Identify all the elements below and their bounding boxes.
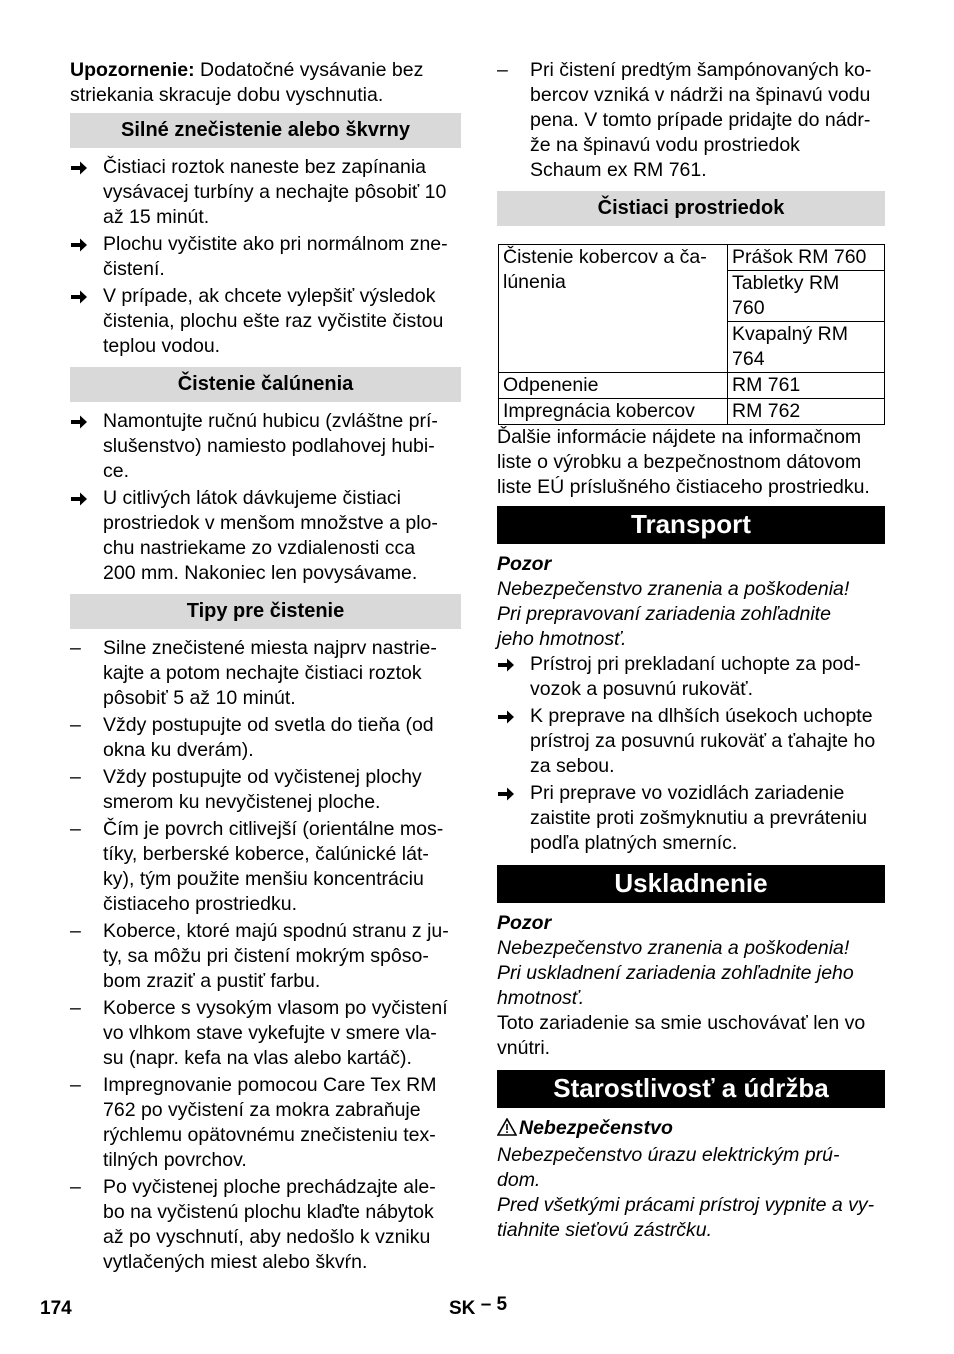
list-item: Prístroj pri prekladaní uchopte za pod- vozok a posuvnú rukoväť. <box>497 652 885 702</box>
list-item: – Po vyčistenej ploche prechádzajte ale- bo na vyčistenú plochu klaďte nábytok až po vyschnutí, aby nedošlo k vzniku vytlačených miest alebo škvŕn. <box>70 1176 436 1273</box>
upholstery-list <box>70 409 461 586</box>
arrow-right-icon <box>497 704 525 732</box>
arrow-right-icon <box>70 284 98 312</box>
section-heading-tips: Tipy pre čistenie <box>70 594 461 629</box>
footer-section: SK – 5 <box>449 1294 508 1319</box>
note-label: Upozornenie: <box>70 59 195 81</box>
list-item: – Pri čistení predtým šampónovaných ko- bercov vzniká v nádrži na špinavú vodu pena. V tomto prípade pridajte do nádr- že na špinavú vodu prostriedok Schaum ex RM 761. <box>497 59 872 181</box>
section-heading-heavy-soiling: Silné znečistenie alebo škvrny <box>70 113 461 148</box>
dash-bullet-icon: – <box>70 766 81 788</box>
arrow-right-icon <box>70 409 98 437</box>
list-item: – Koberce, ktoré majú spodnú stranu z ju- ty, sa môžu pri čistení mokrým spôso- bom zraziť a pustiť farbu. <box>70 920 449 992</box>
table-cell-product: Kvapalný RM 764 <box>728 322 885 373</box>
caution-text: Nebezpečenstvo zranenia a poškodenia! Pri uskladnení zariadenia zohľadnite jeho hmotnosť. <box>497 937 854 1009</box>
table-cell-product: Prášok RM 760 <box>728 245 885 271</box>
list-item: – Koberce s vysokým vlasom po vyčistení vo vlhkom stave vykefujte v smere vla- su (napr. kefa na vlas alebo kartáč). <box>70 997 448 1069</box>
dash-bullet-icon: – <box>70 920 81 942</box>
list-item: Pri preprave vo vozidlách zariadenie zaistite proti zošmyknutiu a prevráteniu podľa platných smerníc. <box>497 781 885 856</box>
dash-bullet-icon: – <box>70 1074 81 1096</box>
arrow-right-icon <box>70 486 98 514</box>
heavy-soiling-list <box>70 155 461 359</box>
dash-bullet-icon: – <box>70 637 81 659</box>
storage-text: Toto zariadenie sa smie uschovávať len vo vnútri. <box>497 1012 866 1059</box>
list-item: Plochu vyčistite ako pri normálnom zne- čistení. <box>70 232 461 282</box>
list-item: Čistiaci roztok naneste bez zapínania vysávacej turbíny a nechajte pôsobiť 10 až 15 minút. <box>70 155 461 230</box>
list-item: – Vždy postupujte od svetla do tieňa (od okna ku dverám). <box>70 714 434 761</box>
dash-bullet-icon: – <box>70 997 81 1019</box>
arrow-right-icon <box>497 781 525 809</box>
list-item: – Čím je povrch citlivejší (orientálne mos- tíky, berberské koberce, čalúnické lát- ky), tým použite menšiu koncentráciu čistiaceho prostriedku. <box>70 818 444 915</box>
left-column <box>70 58 461 1275</box>
foam-note-item <box>497 58 885 183</box>
transport-list <box>497 652 885 856</box>
dash-bullet-icon: – <box>70 1176 81 1198</box>
list-item: K preprave na dlhších úsekoch uchopte prístroj za posuvnú rukoväť a ťahajte ho za sebou. <box>497 704 885 779</box>
section-heading-cleaning-agent: Čistiaci prostriedok <box>497 191 885 226</box>
caution-label: Pozor <box>497 553 552 575</box>
section-heading-care-maintenance: Starostlivosť a údržba <box>497 1070 885 1108</box>
danger-heading <box>497 1116 885 1143</box>
cleaning-agent-table <box>498 244 885 425</box>
dash-bullet-icon: – <box>70 818 81 840</box>
page-number: 174 <box>40 1298 72 1319</box>
arrow-right-icon <box>497 652 525 680</box>
right-column <box>497 58 885 1243</box>
note-text: Dodatočné vysávanie bez <box>200 59 424 81</box>
arrow-right-icon <box>70 155 98 183</box>
table-cell-label: Čistenie kobercov a ča- lúnenia <box>499 245 728 373</box>
section-heading-upholstery: Čistenie čalúnenia <box>70 367 461 402</box>
dash-bullet-icon: – <box>70 714 81 736</box>
list-item: U citlivých látok dávkujeme čistiaci prostriedok v menšom množstve a plo- chu nastriekame zo vzdialenosti cca 200 mm. Nakoniec len povysávame. <box>70 486 461 586</box>
table-cell-label: Odpenenie <box>499 373 728 399</box>
tips-list <box>70 636 461 1275</box>
warning-triangle-icon <box>497 1118 519 1143</box>
section-heading-storage: Uskladnenie <box>497 865 885 903</box>
list-item: – Impregnovanie pomocou Care Tex RM 762 po vyčistení za mokra zabraňuje rýchlemu opätovnému znečisteniu tex- tilných povrchov. <box>70 1074 437 1171</box>
note-paragraph <box>70 58 461 108</box>
caution-text: Nebezpečenstvo zranenia a poškodenia! Pri prepravovaní zariadenia zohľadnite jeho hmotnosť. <box>497 578 850 650</box>
list-item: – Silne znečistené miesta najprv nastrie- kajte a potom nechajte čistiaci roztok pôsobiť 5 až 10 minút. <box>70 637 437 709</box>
list-item: Namontujte ručnú hubicu (zvláštne prí- slušenstvo) namiesto podlahovej hubi- ce. <box>70 409 461 484</box>
dash-bullet-icon: – <box>497 59 508 81</box>
table-cell-product: Tabletky RM 760 <box>728 271 885 322</box>
table-row <box>499 399 885 425</box>
table-cell-product: RM 761 <box>728 373 885 399</box>
section-heading-transport: Transport <box>497 506 885 544</box>
arrow-right-icon <box>70 232 98 260</box>
table-cell-product: RM 762 <box>728 399 885 425</box>
list-item: V prípade, ak chcete vylepšiť výsledok čistenia, plochu ešte raz vyčistite čistou teplou vodou. <box>70 284 461 359</box>
danger-text: Nebezpečenstvo úrazu elektrickým prú- dom. Pred všetkými prácami prístroj vypnite a vy- tiahnite sieťovú zástrčku. <box>497 1144 875 1241</box>
table-row <box>499 245 885 271</box>
table-cell-label: Impregnácia kobercov <box>499 399 728 425</box>
list-item: – Vždy postupujte od vyčistenej plochy smerom ku nevyčistenej ploche. <box>70 766 422 813</box>
caution-label: Pozor <box>497 912 552 934</box>
table-row <box>499 373 885 399</box>
danger-label: Nebezpečenstvo <box>519 1117 673 1139</box>
info-paragraph: Ďalšie informácie nájdete na informačnom liste o výrobku a bezpečnostnom dátovom liste EÚ príslušného čistiaceho prostriedku. <box>497 426 870 498</box>
note-text-2: striekania skracuje dobu vyschnutia. <box>70 84 384 106</box>
